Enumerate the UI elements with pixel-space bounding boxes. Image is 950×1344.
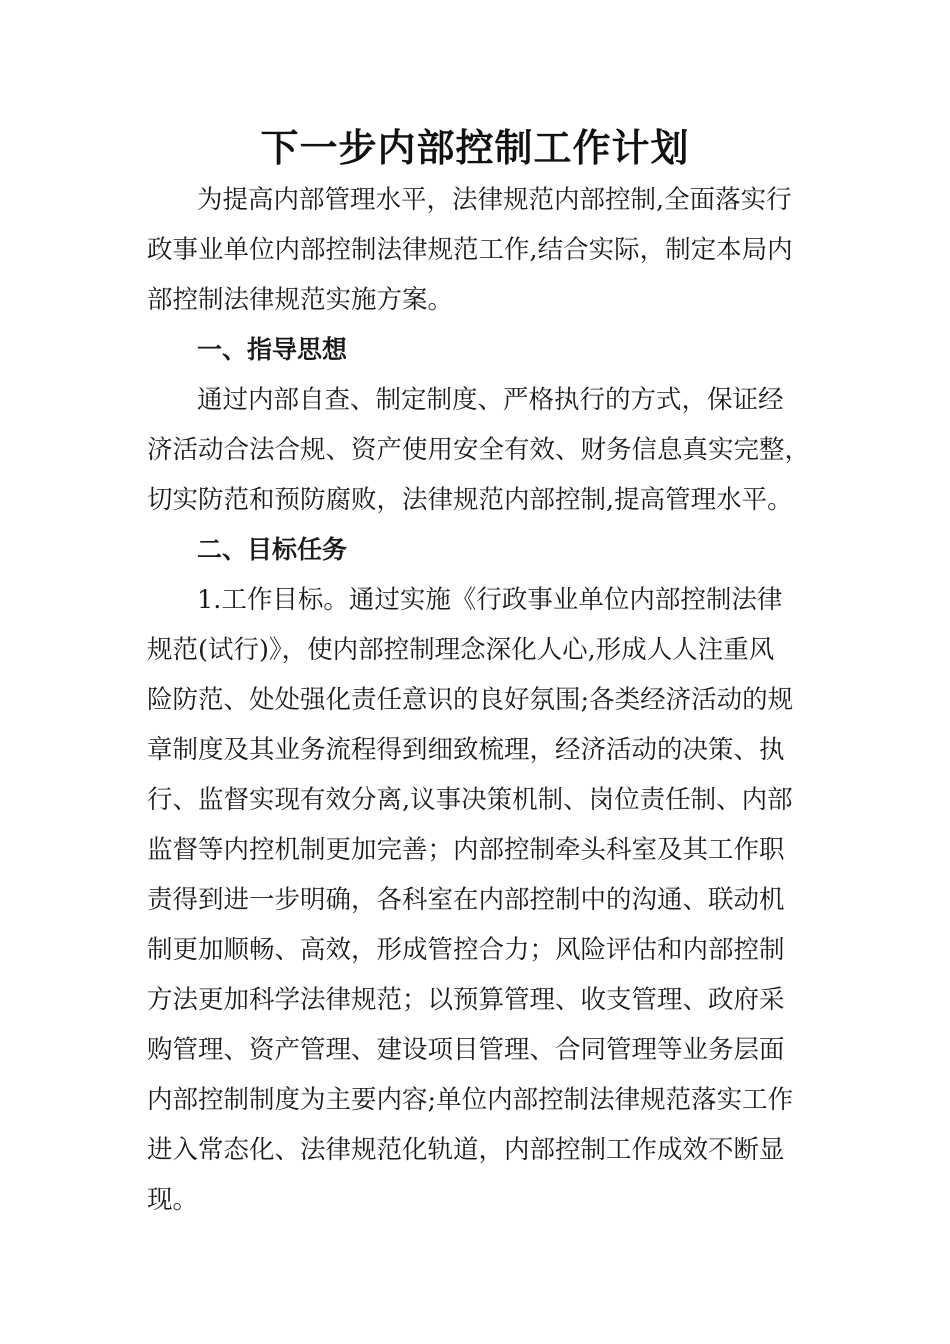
paragraph-line: 济活动合法合规、资产使用安全有效、财务信息真实完整，	[147, 435, 811, 465]
paragraph-line: 监督等内控机制更加完善；内部控制牵头科室及其工作职	[147, 835, 785, 865]
paragraph-line: 责得到进一步明确，各科室在内部控制中的沟通、联动机	[147, 885, 785, 915]
paragraph-line: 部控制法律规范实施方案。	[147, 285, 454, 315]
paragraph-line: 现。	[147, 1185, 199, 1215]
paragraph-line: 规范(试行)》，使内部控制理念深化人心,形成人人注重风	[147, 635, 775, 665]
paragraph-line: 进入常态化、法律规范化轨道，内部控制工作成效不断显	[147, 1135, 785, 1165]
paragraph-line: 章制度及其业务流程得到细致梳理，经济活动的决策、执	[147, 735, 785, 765]
paragraph-line: 制更加顺畅、高效，形成管控合力；风险评估和内部控制	[147, 935, 785, 965]
paragraph-line: 内部控制制度为主要内容;单位内部控制法律规范落实工作	[147, 1085, 794, 1115]
document-title: 下一步内部控制工作计划	[260, 125, 690, 170]
paragraph-line: 通过内部自查、制定制度、严格执行的方式，保证经	[197, 385, 784, 415]
paragraph-line: 政事业单位内部控制法律规范工作,结合实际，制定本局内	[147, 235, 793, 265]
section-heading-guiding-ideology: 一、指导思想	[197, 335, 348, 364]
paragraph-line: 切实防范和预防腐败，法律规范内部控制,提高管理水平。	[147, 485, 793, 515]
paragraph-line: 购管理、资产管理、建设项目管理、合同管理等业务层面	[147, 1035, 785, 1065]
paragraph-line: 方法更加科学法律规范；以预算管理、收支管理、政府采	[147, 985, 785, 1015]
paragraph-line: 行、监督实现有效分离,议事决策机制、岗位责任制、内部	[147, 785, 793, 815]
paragraph-line: 为提高内部管理水平，法律规范内部控制,全面落实行	[197, 185, 792, 215]
paragraph-line: 险防范、处处强化责任意识的良好氛围;各类经济活动的规	[147, 685, 794, 715]
paragraph-line: 1.工作目标。通过实施《行政事业单位内部控制法律	[197, 585, 783, 615]
section-heading-goals-tasks: 二、目标任务	[197, 535, 348, 564]
